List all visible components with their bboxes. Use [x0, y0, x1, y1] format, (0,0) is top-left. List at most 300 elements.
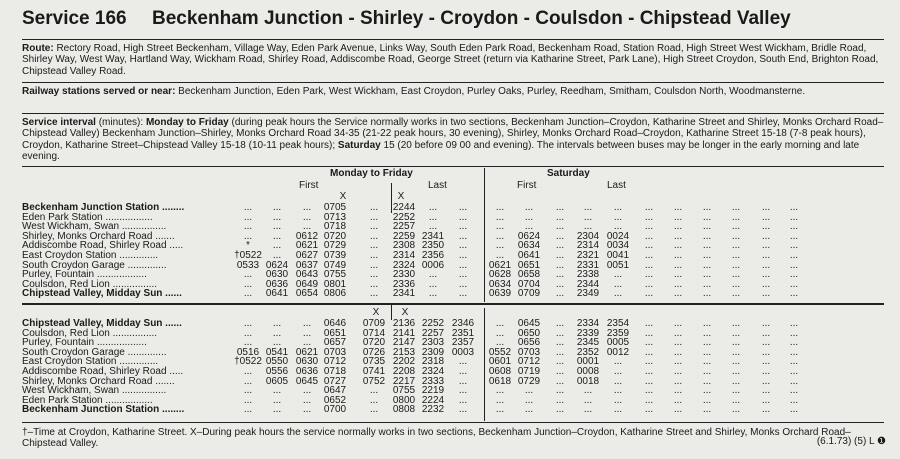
time-cell: ... [458, 230, 468, 242]
time-cell: 2333 [421, 375, 445, 387]
time-cell: ... [495, 250, 505, 261]
time-cell: 0636 [265, 278, 289, 290]
time-cell: ... [428, 221, 438, 233]
time-cell: ... [731, 366, 741, 377]
time-cell: 2345 [576, 337, 600, 349]
time-cell: 0647 [323, 385, 347, 397]
time-cell: ... [243, 278, 253, 290]
time-cell: 0008 [576, 366, 600, 377]
time-cell: 0601 [488, 356, 512, 368]
time-cell: 0720 [323, 230, 347, 242]
time-cell: ... [458, 202, 468, 213]
time-cell: ... [302, 327, 312, 339]
stop-name: Coulsdon, Red Lion ................ [22, 327, 158, 339]
time-cell: ... [644, 385, 654, 397]
time-cell: ... [789, 394, 799, 406]
time-cell: ... [524, 221, 534, 233]
time-cell: ... [555, 221, 565, 233]
time-cell: 0641 [265, 288, 289, 300]
time-cell: 0704 [517, 278, 541, 290]
time-cell: 0700 [323, 404, 347, 416]
peak-x-mark: X [372, 307, 380, 318]
time-cell: ... [555, 240, 565, 252]
time-cell: 0005 [606, 337, 630, 349]
time-cell: ... [673, 346, 683, 358]
time-cell: ... [495, 230, 505, 242]
stop-name: Beckenham Junction Station ........ [22, 202, 185, 213]
time-cell: ... [369, 259, 379, 271]
time-cell: ... [613, 385, 623, 397]
time-cell: 2208 [392, 366, 416, 377]
time-cell: 2334 [576, 318, 600, 329]
time-cell: ... [272, 211, 282, 223]
time-cell: ... [644, 375, 654, 387]
time-cell: ... [613, 211, 623, 223]
time-cell: 0637 [295, 259, 319, 271]
time-cell: ... [243, 404, 253, 416]
time-cell: 0726 [362, 346, 386, 358]
time-cell: 2330 [392, 269, 416, 281]
time-cell: 0720 [362, 337, 386, 349]
time-cell: 2252 [421, 318, 445, 329]
stop-name: Purley, Fountain .................. [22, 337, 147, 349]
time-cell: ... [761, 278, 771, 290]
time-cell: 2147 [392, 337, 416, 349]
time-cell: 0041 [606, 250, 630, 261]
time-cell: ... [302, 394, 312, 406]
time-cell: ... [702, 404, 712, 416]
time-cell: 2309 [421, 346, 445, 358]
time-cell: ... [673, 221, 683, 233]
time-cell: 0618 [488, 375, 512, 387]
time-cell: ... [555, 202, 565, 213]
time-cell: 0806 [323, 288, 347, 300]
time-cell: ... [702, 288, 712, 300]
time-cell: ... [613, 375, 623, 387]
peak-x-mark: X [339, 191, 347, 202]
time-cell: 2356 [421, 250, 445, 261]
time-cell: ... [243, 327, 253, 339]
time-cell: 0739 [323, 250, 347, 261]
time-cell: ... [673, 202, 683, 213]
railway-label: Railway stations served or near: [22, 86, 176, 97]
time-cell: ... [555, 269, 565, 281]
time-cell: ... [761, 240, 771, 252]
stop-name: Addiscombe Road, Shirley Road ..... [22, 366, 184, 377]
time-cell: ... [524, 385, 534, 397]
time-cell: 2257 [392, 221, 416, 233]
time-cell: ... [644, 394, 654, 406]
divider [22, 82, 884, 83]
time-cell: ... [673, 259, 683, 271]
time-cell: ... [243, 337, 253, 349]
stop-name: Coulsdon, Red Lion ................ [22, 278, 158, 290]
time-cell: ... [272, 240, 282, 252]
time-cell: ... [369, 404, 379, 416]
time-cell: 2314 [576, 240, 600, 252]
time-cell: 0634 [517, 240, 541, 252]
divider [22, 113, 884, 114]
time-cell: ... [428, 288, 438, 300]
time-cell: ... [731, 346, 741, 358]
time-cell: ... [673, 318, 683, 329]
time-cell: ... [702, 221, 712, 233]
route-text: Rectory Road, High Street Beckenham, Village Way, Eden Park Avenue, Links Way, South Eden Park Road, Beckenham Road, Station Road, High Street West Wickham, Bridle Road, Shirley Way, West Way, Hartland Way, Wickham Road, Shirley Road, Addiscombe Road, George Street (return via Katharine Street, Park Lane), High Street Croydon, South End, Brighton Road, Chipstead Valley Road. [22, 43, 879, 77]
stop-name: Shirley, Monks Orchard Road ....... [22, 230, 175, 242]
time-cell: 0645 [295, 375, 319, 387]
time-cell: ... [673, 278, 683, 290]
time-cell: ... [369, 221, 379, 233]
time-cell: ... [789, 318, 799, 329]
time-cell: ... [555, 288, 565, 300]
stop-name: Addiscombe Road, Shirley Road ..... [22, 240, 184, 252]
time-cell: 0634 [488, 278, 512, 290]
time-cell: ... [644, 250, 654, 261]
time-cell: ... [495, 318, 505, 329]
route-title: Beckenham Junction - Shirley - Croydon - Coulsdon - Chipstead Valley [152, 8, 791, 29]
time-cell: ... [731, 385, 741, 397]
time-cell: ... [243, 318, 253, 329]
time-cell: 2244 [392, 202, 416, 213]
time-cell: 0651 [517, 259, 541, 271]
time-cell: ... [731, 337, 741, 349]
time-cell: 0541 [265, 346, 289, 358]
time-cell: ... [369, 240, 379, 252]
time-cell: ... [789, 356, 799, 368]
time-cell: ... [369, 385, 379, 397]
time-cell: 0652 [323, 394, 347, 406]
time-cell: ... [731, 269, 741, 281]
time-cell: 0808 [392, 404, 416, 416]
time-cell: 0641 [517, 250, 541, 261]
time-cell: 2350 [421, 240, 445, 252]
time-cell: ... [702, 385, 712, 397]
time-cell: ... [495, 221, 505, 233]
time-cell: 2224 [421, 394, 445, 406]
time-cell: ... [731, 278, 741, 290]
time-cell: 0658 [517, 269, 541, 281]
time-cell: ... [673, 375, 683, 387]
time-cell: 2304 [576, 230, 600, 242]
service-number: Service 166 [22, 8, 127, 29]
time-cell: 0018 [576, 375, 600, 387]
time-cell: 0727 [323, 375, 347, 387]
stop-name: Chipstead Valley, Midday Sun ...... [22, 288, 182, 300]
time-cell: 0741 [362, 366, 386, 377]
time-cell: ... [644, 356, 654, 368]
time-cell: ... [495, 327, 505, 339]
interval-label: Service interval [22, 117, 96, 128]
time-cell: ... [458, 250, 468, 261]
route-paragraph [22, 43, 888, 77]
interval-minutes: (minutes): [95, 117, 144, 128]
time-cell: ... [761, 259, 771, 271]
stop-name: West Wickham, Swan ................ [22, 221, 167, 233]
time-cell: 0627 [295, 250, 319, 261]
time-cell: ... [272, 404, 282, 416]
time-cell: 0729 [323, 240, 347, 252]
time-cell: 2349 [576, 288, 600, 300]
route-label: Route: [22, 43, 54, 54]
time-cell: 0712 [517, 356, 541, 368]
time-cell: ... [702, 366, 712, 377]
time-cell: 2318 [421, 356, 445, 368]
time-cell: 0709 [517, 288, 541, 300]
time-cell: 2359 [606, 327, 630, 339]
time-cell: ... [272, 327, 282, 339]
interval-paragraph [22, 117, 888, 163]
time-cell: ... [761, 211, 771, 223]
sat-first-label: First [517, 180, 537, 191]
time-cell: ... [583, 394, 593, 406]
railway-paragraph [22, 86, 888, 97]
time-cell: 0639 [488, 288, 512, 300]
time-cell: 0712 [323, 356, 347, 368]
time-cell: ... [644, 318, 654, 329]
railway-text: Beckenham Junction, Eden Park, West Wickham, East Croydon, Purley Oaks, Purley, Reedham, Smitham, Coulsdon North, Woodmansterne. [175, 86, 806, 97]
time-cell: ... [555, 318, 565, 329]
time-cell: ... [555, 375, 565, 387]
time-cell: ... [613, 288, 623, 300]
time-cell: ... [302, 337, 312, 349]
time-cell: 2357 [451, 337, 475, 349]
stop-name: South Croydon Garage .............. [22, 259, 167, 271]
time-cell: 2352 [576, 346, 600, 358]
time-cell: 2354 [606, 318, 630, 329]
time-cell: ... [702, 250, 712, 261]
time-cell: ... [731, 404, 741, 416]
time-cell: ... [369, 269, 379, 281]
time-cell: 0624 [265, 259, 289, 271]
stop-name: Eden Park Station ................. [22, 211, 153, 223]
time-cell: ... [369, 202, 379, 213]
time-cell: ... [673, 356, 683, 368]
time-cell: ... [789, 288, 799, 300]
time-cell: 0628 [488, 269, 512, 281]
time-cell: ... [428, 202, 438, 213]
time-cell: 0749 [323, 259, 347, 271]
time-cell: ... [555, 327, 565, 339]
block-divider [22, 303, 884, 305]
time-cell: ... [789, 211, 799, 223]
time-cell: 0006 [421, 259, 445, 271]
time-cell: 0703 [517, 346, 541, 358]
time-cell: ... [613, 221, 623, 233]
time-cell: ... [555, 404, 565, 416]
time-cell: 2341 [421, 230, 445, 242]
time-cell: 2141 [392, 327, 416, 339]
time-cell: 0656 [517, 337, 541, 349]
time-cell: ... [583, 211, 593, 223]
time-cell: ... [369, 288, 379, 300]
time-cell: ... [789, 366, 799, 377]
time-cell: ... [702, 240, 712, 252]
time-cell: ... [458, 240, 468, 252]
time-cell: ... [302, 202, 312, 213]
time-cell: 0605 [265, 375, 289, 387]
time-cell: 2257 [421, 327, 445, 339]
interval-mf-text: (during peak hours the Service normally works in two sections, Beckenham Junction–Croydon, Katharine Street and Shirley, Monks Orchard Road–Chipstead Valley) Beckenham Junction–Shirley, Monks Orchard Road 34-35 (21-22 peak hours, 30 evening), Shirley, Monks Orchard Road–Croydon, Katharine Street 15-18 (7-8 peak hours), Croydon, Katharine Street–Chipstead Valley 15-18 (10-11 peak hours); [22, 117, 884, 151]
time-cell: ... [644, 366, 654, 377]
time-cell: ... [761, 366, 771, 377]
time-cell: ... [731, 327, 741, 339]
time-cell: ... [731, 250, 741, 261]
time-cell: 0550 [265, 356, 289, 368]
stop-name: South Croydon Garage .............. [22, 346, 167, 358]
time-cell: ... [495, 337, 505, 349]
time-cell: ... [243, 385, 253, 397]
time-cell: ... [761, 327, 771, 339]
time-cell: 0621 [295, 240, 319, 252]
time-cell: ... [613, 394, 623, 406]
time-cell: ... [673, 288, 683, 300]
time-cell: ... [673, 269, 683, 281]
time-cell: ... [243, 288, 253, 300]
stop-name: Chipstead Valley, Midday Sun ...... [22, 318, 182, 329]
time-cell: ... [761, 250, 771, 261]
time-cell: ... [731, 356, 741, 368]
time-cell: ... [702, 337, 712, 349]
time-cell: 0034 [606, 240, 630, 252]
time-cell: 2324 [421, 366, 445, 377]
time-cell: 0630 [295, 356, 319, 368]
time-cell: ... [272, 230, 282, 242]
stop-name: West Wickham, Swan ................ [22, 385, 167, 397]
time-cell: 2232 [421, 404, 445, 416]
time-cell: ... [731, 240, 741, 252]
time-cell: ... [789, 404, 799, 416]
time-cell: 0012 [606, 346, 630, 358]
time-cell: ... [702, 327, 712, 339]
time-cell: ... [369, 250, 379, 261]
time-cell: ... [761, 318, 771, 329]
time-cell: ... [644, 230, 654, 242]
time-cell: 0714 [362, 327, 386, 339]
time-cell: ... [673, 327, 683, 339]
time-cell: 0003 [451, 346, 475, 358]
time-cell: 2331 [576, 259, 600, 271]
time-cell: 2351 [451, 327, 475, 339]
time-cell: ... [731, 202, 741, 213]
time-cell: ... [702, 202, 712, 213]
time-cell: 0533 [236, 259, 260, 271]
time-cell: ... [495, 394, 505, 406]
time-cell: 0001 [576, 356, 600, 368]
time-cell: ... [524, 211, 534, 223]
time-cell: ... [243, 230, 253, 242]
time-cell: ... [644, 337, 654, 349]
time-cell: ... [272, 318, 282, 329]
time-cell: ... [302, 211, 312, 223]
time-cell: ... [613, 366, 623, 377]
time-cell: 0649 [295, 278, 319, 290]
time-cell: ... [272, 221, 282, 233]
time-cell: ... [702, 356, 712, 368]
time-cell: ... [583, 404, 593, 416]
mf-last-label: Last [428, 180, 447, 191]
time-cell: ... [702, 375, 712, 387]
time-cell: 0646 [323, 318, 347, 329]
time-cell: ... [673, 337, 683, 349]
time-cell: 2338 [576, 269, 600, 281]
time-cell: ... [731, 318, 741, 329]
time-cell: ... [524, 202, 534, 213]
time-cell: †0522 [234, 250, 262, 261]
time-cell: ... [243, 366, 253, 377]
time-cell: ... [673, 404, 683, 416]
time-cell: ... [495, 202, 505, 213]
time-cell: 0703 [323, 346, 347, 358]
time-cell: ... [369, 230, 379, 242]
time-cell: ... [302, 404, 312, 416]
time-cell: ... [673, 230, 683, 242]
time-cell: ... [272, 394, 282, 406]
time-cell: ... [702, 278, 712, 290]
stop-name: Purley, Fountain .................. [22, 269, 147, 281]
time-cell: ... [302, 318, 312, 329]
time-cell: ... [789, 250, 799, 261]
time-cell: ... [731, 288, 741, 300]
time-cell: ... [428, 269, 438, 281]
footnote: †–Time at Croydon, Katharine Street. X–During peak hours the service normally works in two sections, Beckenham Junction–Croydon, Katharine Street and Shirley, Monks Orchard Road–Chipstead Valley. [22, 427, 851, 450]
divider [22, 422, 884, 423]
time-cell: 0630 [265, 269, 289, 281]
time-cell: 0755 [392, 385, 416, 397]
time-cell: 2153 [392, 346, 416, 358]
time-cell: 0624 [517, 230, 541, 242]
time-cell: ... [555, 250, 565, 261]
sat-heading: Saturday [547, 168, 590, 179]
time-cell: 2341 [392, 288, 416, 300]
time-cell: 0657 [323, 337, 347, 349]
time-cell: ... [789, 337, 799, 349]
time-cell: ... [731, 221, 741, 233]
time-cell: ... [702, 394, 712, 406]
time-cell: 2303 [421, 337, 445, 349]
time-cell: 0612 [295, 230, 319, 242]
time-cell: ... [761, 394, 771, 406]
time-cell: ... [369, 394, 379, 406]
time-cell: ... [702, 269, 712, 281]
time-cell: ... [524, 394, 534, 406]
time-cell: ... [302, 385, 312, 397]
stop-name: East Croydon Station .............. [22, 250, 159, 261]
time-cell: 0051 [606, 259, 630, 271]
interval-sat-label: Saturday [335, 139, 381, 151]
time-cell: ... [243, 211, 253, 223]
time-cell: ... [731, 230, 741, 242]
time-cell: ... [789, 346, 799, 358]
time-cell: ... [761, 356, 771, 368]
time-cell: 0556 [265, 366, 289, 377]
time-cell: ... [555, 346, 565, 358]
time-cell: ... [789, 221, 799, 233]
time-cell: 2136 [392, 318, 416, 329]
time-cell: ... [644, 404, 654, 416]
time-cell: ... [761, 337, 771, 349]
time-cell: ... [583, 221, 593, 233]
time-cell: ... [761, 202, 771, 213]
publication-code: (6.1.73) (5) L ❶ [816, 436, 886, 447]
time-cell: 2346 [451, 318, 475, 329]
time-cell: ... [761, 288, 771, 300]
time-cell: ... [673, 385, 683, 397]
time-cell: ... [613, 404, 623, 416]
time-cell: ... [555, 259, 565, 271]
time-cell: ... [428, 278, 438, 290]
time-cell: ... [789, 278, 799, 290]
time-cell: ... [613, 356, 623, 368]
